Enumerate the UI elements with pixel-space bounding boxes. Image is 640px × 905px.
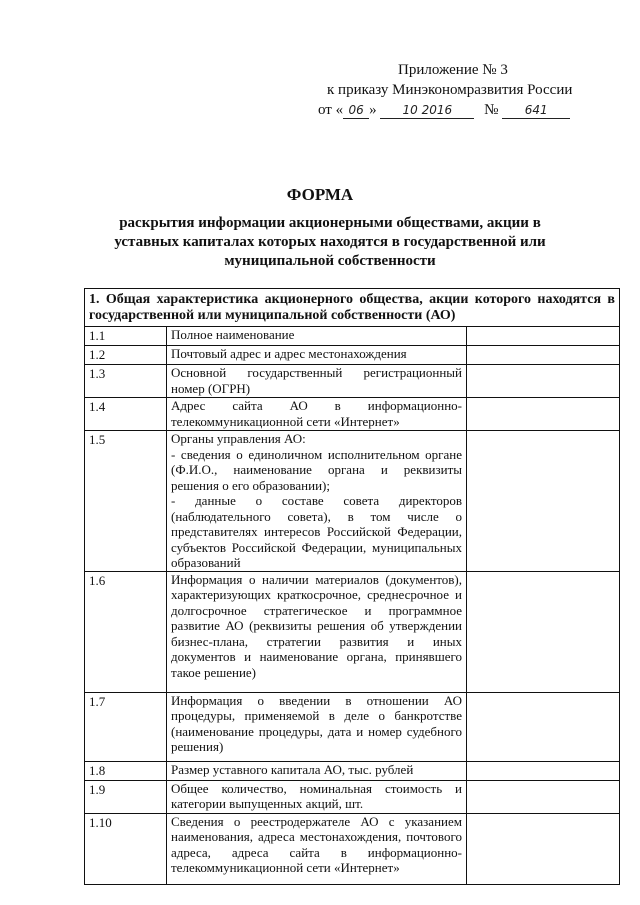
- row-value-cell: [467, 431, 619, 571]
- table-row: [85, 365, 619, 398]
- row-value-cell: [467, 365, 619, 397]
- appendix-order-ref: к приказу Минэкономразвития России: [327, 82, 573, 98]
- row-value-cell: [467, 762, 619, 780]
- table-row: [85, 572, 619, 693]
- table-row: [85, 398, 619, 431]
- row-number: 1.1: [85, 327, 167, 345]
- section-header: 1. Общая характеристика акционерного общества, акции которого находятся в государственной или муниципальной собственности (АО): [85, 289, 619, 327]
- table-row: [85, 781, 619, 814]
- row-value-cell: [467, 398, 619, 430]
- appendix-date-line: [300, 100, 600, 120]
- row-number: 1.9: [85, 781, 167, 813]
- row-number: 1.10: [85, 814, 167, 884]
- date-mid: »: [369, 102, 377, 118]
- row-value-cell: [467, 346, 619, 364]
- row-number: 1.3: [85, 365, 167, 397]
- disclosure-table: [84, 288, 620, 885]
- row-value-cell: [467, 781, 619, 813]
- row-description: Информация о введении в отношении АО процедуры, применяемой в деле о банкротстве (наименование процедуры, дата и номер судебного решения): [167, 693, 467, 761]
- row-description: Размер уставного капитала АО, тыс. рублей: [167, 762, 467, 780]
- row-number: 1.6: [85, 572, 167, 692]
- table-row: [85, 814, 619, 885]
- table-row: [85, 762, 619, 781]
- row-number: 1.4: [85, 398, 167, 430]
- row-description: Сведения о реестродержателе АО с указанием наименования, адреса местонахождения, почтового адреса, адреса сайта в информационно-телекоммуникационной сети «Интернет»: [167, 814, 467, 884]
- appendix-block: [300, 60, 600, 120]
- row-number: 1.7: [85, 693, 167, 761]
- appendix-title: Приложение № 3: [398, 62, 508, 78]
- form-subtitle: раскрытия информации акционерными обществами, акции в уставных капиталах которых находятся в государственной или муниципальной собственности: [114, 215, 546, 269]
- row-value-cell: [467, 814, 619, 884]
- table-row: [85, 346, 619, 365]
- row-description: Полное наименование: [167, 327, 467, 345]
- date-month-year: 10 2016: [380, 102, 474, 119]
- date-day: 06: [343, 102, 369, 119]
- row-value-cell: [467, 327, 619, 345]
- table-row: [85, 693, 619, 762]
- row-description: Адрес сайта АО в информационно-телекоммуникационной сети «Интернет»: [167, 398, 467, 430]
- row-value-cell: [467, 572, 619, 692]
- row-description: Органы управления АО: - сведения о единоличном исполнительном органе (Ф.И.О., наименование органа и реквизиты решения о его образовании); - данные о составе совета директоров (наблюдательного совета), в том числе о представителях интересов Российской Федерации, субъектов Российской Федерации, муниципальных образований: [167, 431, 467, 571]
- row-number: 1.2: [85, 346, 167, 364]
- date-prefix: от «: [318, 102, 344, 118]
- row-description: Почтовый адрес и адрес местонахождения: [167, 346, 467, 364]
- table-row: [85, 431, 619, 572]
- row-description: Информация о наличии материалов (документов), характеризующих краткосрочное, среднесрочное и долгосрочное стратегическое и программное развитие АО (реквизиты решения об утверждении бизнес-плана, стратегии развития и иных документов и наименование органа, принявшего такое решение): [167, 572, 467, 692]
- row-description: Общее количество, номинальная стоимость и категории выпущенных акций, шт.: [167, 781, 467, 813]
- number-label: №: [484, 102, 499, 118]
- form-title: ФОРМА: [286, 185, 354, 204]
- row-number: 1.8: [85, 762, 167, 780]
- row-description: Основной государственный регистрационный номер (ОГРН): [167, 365, 467, 397]
- table-row: [85, 327, 619, 346]
- row-number: 1.5: [85, 431, 167, 571]
- order-number: 641: [502, 102, 570, 119]
- row-value-cell: [467, 693, 619, 761]
- table-body: [85, 327, 619, 885]
